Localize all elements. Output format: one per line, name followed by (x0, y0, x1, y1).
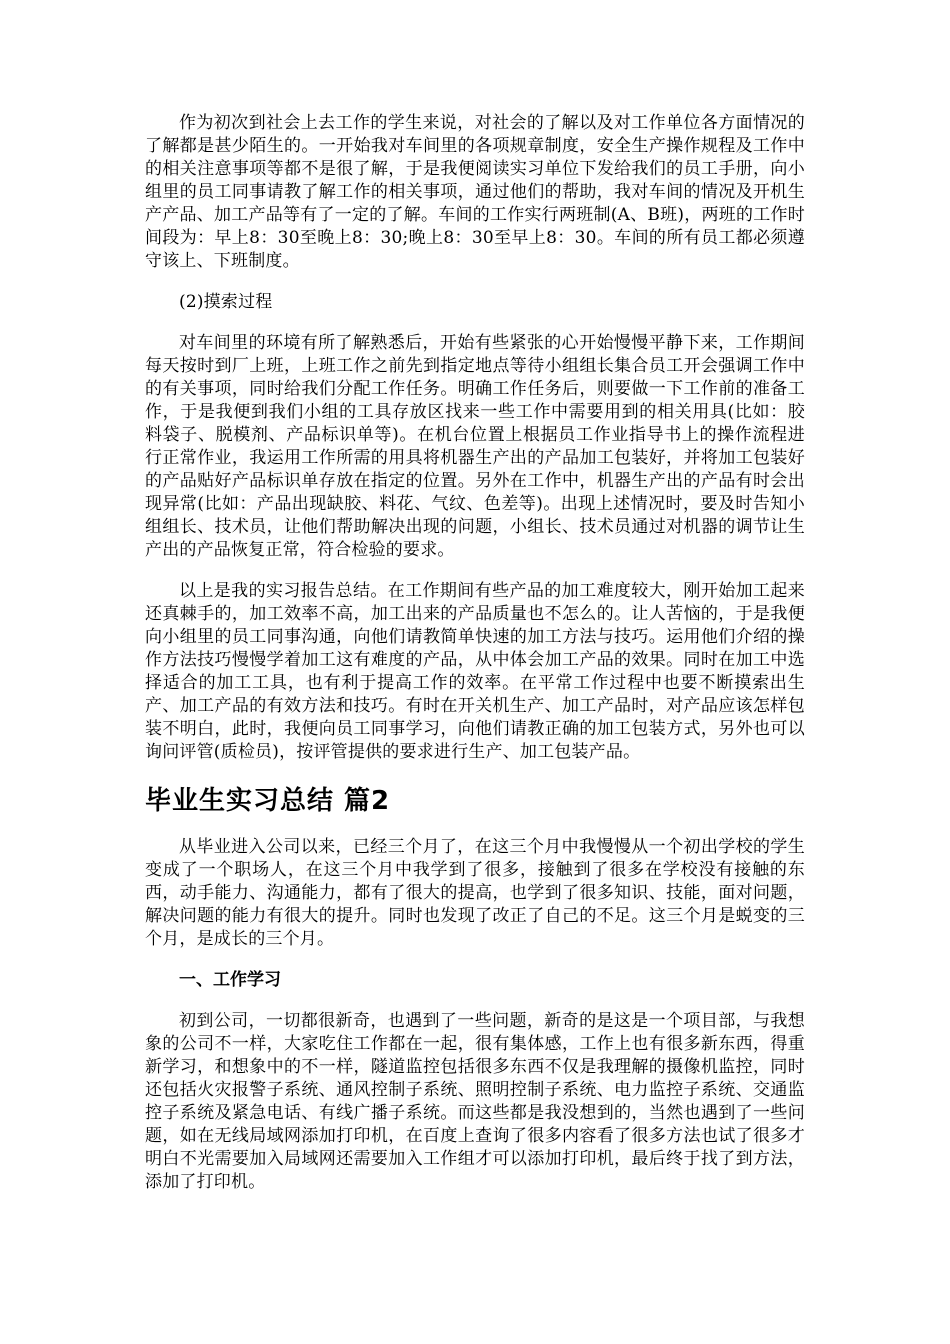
subheading-work-study: 一、工作学习 (179, 970, 281, 990)
section-label-exploration: (2)摸索过程 (179, 292, 273, 312)
spacer (145, 562, 805, 580)
paragraph-work-study: 初到公司，一切都很新奇，也遇到了一些问题，新奇的是这是一个项目部，与我想象的公司不一样，大家吃住工作都在一起，很有集体感，工作上也有很多新东西，得重新学习，和想象中的不一样，隧道监控包括很多东西不仅是我理解的摄像机监控，同时还包括火灾报警子系统、通风控制子系统、照明控制子系统、电力监控子系统、交通监控子系统及紧急电话、有线广播子系统。而这些都是我没想到的，当然也遇到了一些问题，如在无线局域网添加打印机，在百度上查询了很多内容看了很多方法也试了很多才明白不光需要加入局域网还需要加入工作组才可以添加打印机，最后终于找了到方法，添加了打印机。 (145, 1011, 805, 1192)
paragraph-exploration-process: 对车间里的环境有所了解熟悉后，开始有些紧张的心开始慢慢平静下来，工作期间每天按时到厂上班，上班工作之前先到指定地点等待小组组长集合员工开会强调工作中的有关事项，同时给我们分配工作任务。明确工作任务后，则要做一下工作前的准备工作，于是我便到我们小组的工具存放区找来一些工作中需要用到的相关用具(比如：胶料袋子、脱模剂、产品标识单等)。在机台位置上根据员工作业指导书上的操作流程进行正常作业，我运用工作所需的用具将机器生产出的产品加工包装好，并将加工包装好的产品贴好产品标识单存放在指定的位置。另外在工作中，机器生产出的产品有时会出现异常(比如：产品出现缺胶、料花、气纹、色差等)。出现上述情况时，要及时告知小组组长、技术员，让他们帮助解决出现的问题，小组长、技术员通过对机器的调节让生产出的产品恢复正常，符合检验的要求。 (145, 333, 805, 560)
spacer (145, 273, 805, 291)
spacer (145, 951, 805, 969)
spacer (145, 314, 805, 332)
spacer (145, 992, 805, 1010)
paragraph-intro: 从毕业进入公司以来，已经三个月了，在这三个月中我慢慢从一个初出学校的学生变成了一个职场人，在这三个月中我学到了很多，接触到了很多在学校没有接触的东西，动手能力、沟通能力，都有了很大的提高，也学到了很多知识、技能，面对问题，解决问题的能力有很大的提升。同时也发现了改正了自己的不足。这三个月是蜕变的三个月，是成长的三个月。 (145, 837, 805, 949)
spacer (145, 818, 805, 836)
section-heading: 毕业生实习总结 篇2 (145, 786, 391, 816)
paragraph-work-orientation: 作为初次到社会上去工作的学生来说，对社会的了解以及对工作单位各方面情况的了解都是甚少陌生的。一开始我对车间里的各项规章制度，安全生产操作规程及工作中的相关注意事项等都不是很了解，于是我便阅读实习单位下发给我们的员工手册，向小组里的员工同事请教了解工作的相关事项，通过他们的帮助，我对车间的情况及开机生产产品、加工产品等有了一定的了解。车间的工作实行两班制(A、B班)，两班的工作时间段为：早上8：30至晚上8：30;晚上8：30至早上8：30。车间的所有员工都必须遵守该上、下班制度。 (145, 113, 805, 271)
document-page (145, 112, 805, 1194)
spacer (145, 764, 805, 784)
paragraph-summary: 以上是我的实习报告总结。在工作期间有些产品的加工难度较大，刚开始加工起来还真棘手的，加工效率不高，加工出来的产品质量也不怎么的。让人苦恼的，于是我便向小组里的员工同事沟通，向他们请教简单快速的加工方法与技巧。运用他们介绍的操作方法技巧慢慢学着加工这有难度的产品，从中体会加工产品的效果。同时在加工中选择适合的加工工具，也有利于提高工作的效率。在平常工作过程中也要不断摸索出生产、加工产品的有效方法和技巧。有时在开关机生产、加工产品时，对产品应该怎样包装不明白，此时，我便向员工同事学习，向他们请教正确的加工包装方式，另外也可以询问评管(质检员)，按评管提供的要求进行生产、加工包装产品。 (145, 581, 805, 762)
